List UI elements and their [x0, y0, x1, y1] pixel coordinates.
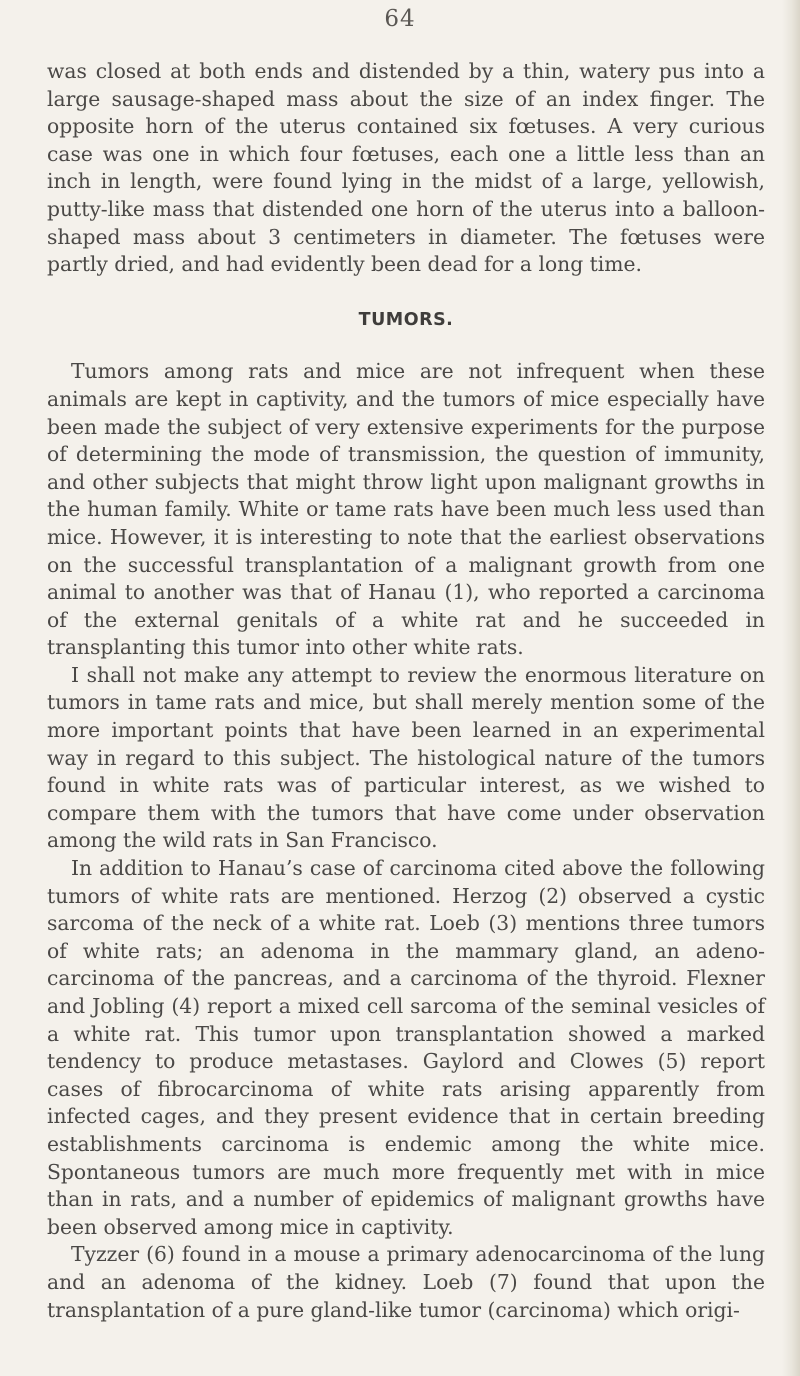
page-edge-shadow [782, 0, 800, 1376]
paragraph-tyzzer: Tyzzer (6) found in a mouse a primary adenocarcinoma of the lung and an adenoma of the kidney. Loeb (7) found that upon the transplantation of a pure gland-like tumor (carcinoma) which origi- [47, 1242, 765, 1322]
section-heading: TUMORS. [358, 309, 454, 330]
page-body [47, 58, 765, 1324]
page-number: 64 [384, 6, 416, 32]
paragraph-white-rat-tumors: In addition to Hanau’s case of carcinoma cited above the following tumors of white rats are mentioned. Herzog (2) observed a cystic sarcoma of the neck of a white rat. Loeb (3) mentions three tumors of white rats; an adenoma in the mammary gland, an adeno-carcinoma of the pancreas, and a carcinoma of the thyroid. Flexner and Jobling (4) report a mixed cell sarcoma of the seminal vesicles of a white rat. This tumor upon transplantation showed a marked tendency to produce metastases. Gaylord and Clowes (5) report cases of fibrocarcinoma of white rats arising apparently from infected cages, and they present evidence that in certain breeding establishments carcinoma is endemic among the white mice. Spontaneous tumors are much more frequently met with in mice than in rats, and a number of epidemics of malignant growths have been observed among mice in captivity. [47, 856, 765, 1239]
paragraph-continuation: was closed at both ends and distended by a thin, watery pus into a large sausage-shaped mass about the size of an index finger. The opposite horn of the uterus contained six fœtuses. A very curious case was one in which four fœtuses, each one a little less than an inch in length, were found lying in the midst of a large, yellowish, putty-like mass that distended one horn of the uterus into a balloon-shaped mass about 3 centimeters in diameter. The fœtuses were partly dried, and had evidently been dead for a long time. [47, 59, 765, 277]
paragraph-literature: I shall not make any attempt to review the enormous literature on tumors in tame rats and mice, but shall merely mention some of the more important points that have been learned in an experimental way in regard to this subject. The histological nature of the tumors found in white rats was of particular interest, as we wished to compare them with the tumors that have come under observation among the wild rats in San Francisco. [47, 662, 765, 853]
paragraph-intro: Tumors among rats and mice are not infrequent when these animals are kept in captivity, and the tumors of mice especially have been made the subject of very extensive experiments for the purpose of determining the mode of transmission, the question of immunity, and other subjects that might throw light upon malignant growths in the human family. White or tame rats have been much less used than mice. However, it is interesting to note that the earliest observations on the successful transplantation of a malignant growth from one animal to another was that of Hanau (1), who reported a carcinoma of the external genitals of a white rat and he succeeded in transplanting this tumor into other white rats. [47, 359, 765, 660]
